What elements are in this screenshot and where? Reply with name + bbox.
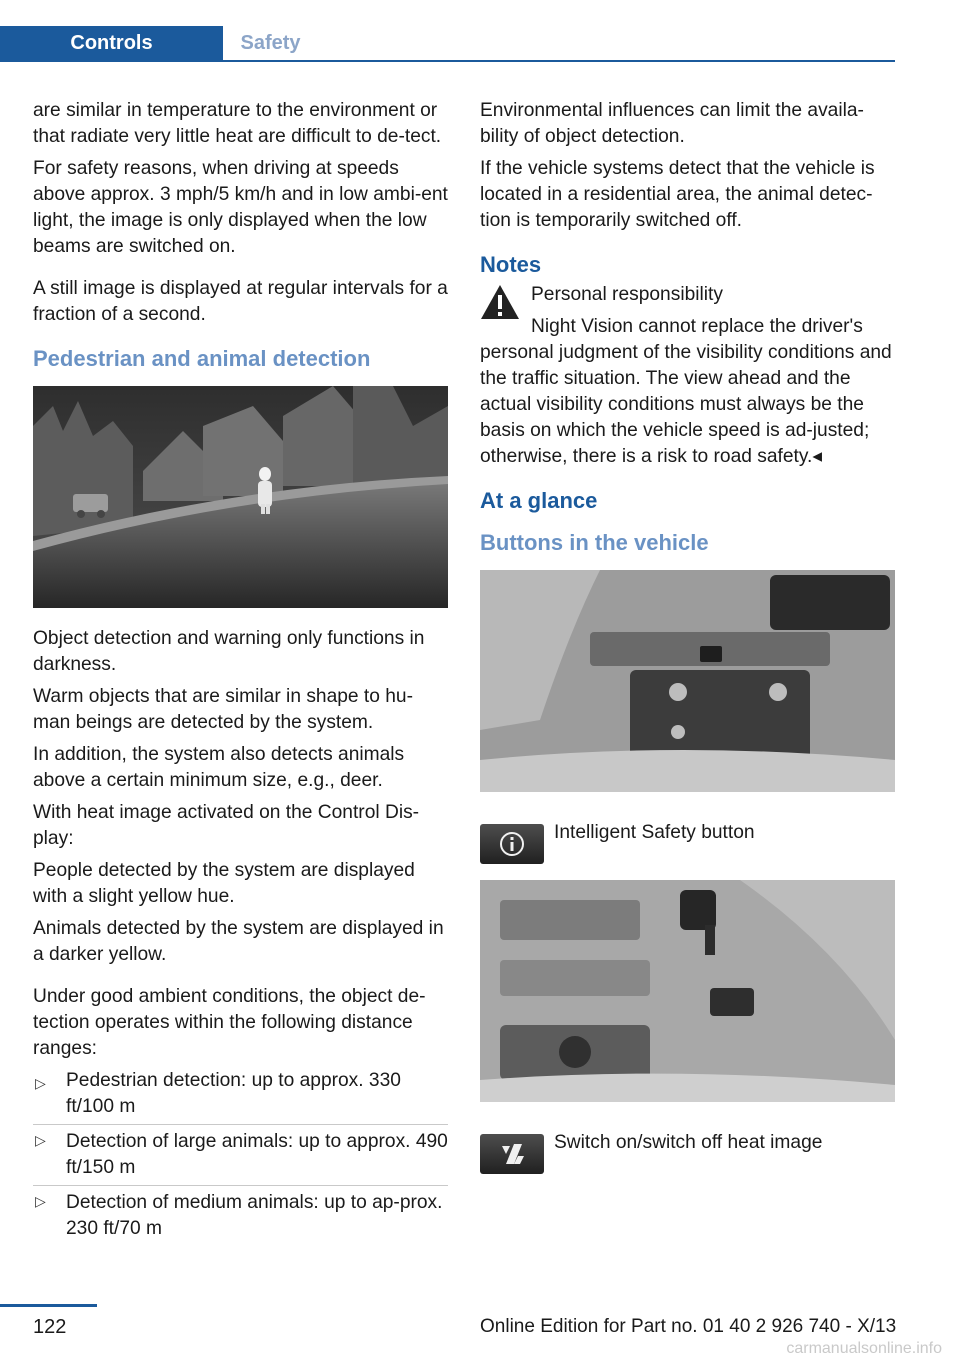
section-title-notes: Notes <box>480 252 542 277</box>
intelligent-safety-label: Intelligent Safety button <box>554 822 755 843</box>
section-title-glance: At a glance <box>480 488 598 513</box>
right-column <box>480 98 895 1190</box>
info-circle-icon <box>480 824 544 864</box>
distance-list <box>33 1068 448 1242</box>
edition-text: Online Edition for Part no. 01 40 2 926 740 - X/13 <box>480 1316 897 1337</box>
section-title-detection: Pedestrian and animal detection <box>33 346 371 371</box>
tab-controls[interactable]: Controls <box>0 26 223 60</box>
heat-image-button-icon <box>480 1134 544 1174</box>
paragraph: If the vehicle systems detect that the vehicle is located in a residential area, the animal detec‐tion is temporarily switched off. <box>480 158 875 231</box>
paragraph: Warm objects that are similar in shape to hu‐man beings are detected by the system. <box>33 686 413 733</box>
button-row-heat-image <box>480 1120 895 1178</box>
list-item <box>33 1124 448 1181</box>
night-vision-image <box>33 386 448 608</box>
paragraph: Under good ambient conditions, the object de‐tection operates within the following distance ranges: <box>33 986 426 1059</box>
paragraph: Environmental influences can limit the availa‐bility of object detection. <box>480 100 864 147</box>
paragraph: Object detection and warning only functions in darkness. <box>33 628 425 675</box>
dashboard-center-illustration <box>480 570 895 792</box>
paragraph: People detected by the system are displayed with a slight yellow hue. <box>33 860 415 907</box>
dashboard-center-image <box>480 570 895 792</box>
header-rule <box>0 60 895 62</box>
watermark: carmanualsonline.info <box>786 1340 942 1357</box>
warning-note <box>480 282 895 470</box>
paragraph: A still image is displayed at regular intervals for a fraction of a second. <box>33 278 448 325</box>
warning-first-line: Night Vision cannot replace the driver's <box>531 316 863 337</box>
paragraph: Animals detected by the system are displayed in a darker yellow. <box>33 918 444 965</box>
list-item-text: Detection of medium animals: up to ap‐prox. 230 ft/70 m <box>66 1192 443 1239</box>
list-item <box>33 1185 448 1242</box>
warning-heading: Personal responsibility <box>531 284 723 305</box>
list-item-text: Detection of large animals: up to approx. 490 ft/150 m <box>66 1131 448 1178</box>
night-vision-icon <box>480 1134 544 1174</box>
triangle-bullet-icon: ▷ <box>35 1075 46 1091</box>
warning-triangle-icon <box>480 284 520 320</box>
night-vision-illustration <box>33 386 448 608</box>
dashboard-left-image <box>480 880 895 1102</box>
paragraph: are similar in temperature to the environment or that radiate very little heat are difficult to de‐tect. <box>33 100 442 147</box>
dashboard-left-illustration <box>480 880 895 1102</box>
list-item <box>33 1068 448 1120</box>
triangle-bullet-icon: ▷ <box>35 1132 46 1148</box>
warning-text: personal judgment of the visibility conditions and the traffic situation. The view ahead and the actual visibility conditions must always be the basis on which the vehicle speed is ad‐justed; otherwise, there is a risk to road safety.◂ <box>480 342 892 467</box>
page-number: 122 <box>33 1316 67 1338</box>
paragraph: In addition, the system also detects animals above a certain minimum size, e.g., deer. <box>33 744 405 791</box>
tab-safety[interactable]: Safety <box>240 32 301 54</box>
section-title-buttons: Buttons in the vehicle <box>480 530 709 555</box>
heat-image-label: Switch on/switch off heat image <box>554 1132 823 1153</box>
intelligent-safety-button-icon <box>480 824 544 864</box>
list-item-text: Pedestrian detection: up to approx. 330 ft/100 m <box>66 1070 401 1117</box>
left-column <box>33 98 448 1242</box>
footer-rule <box>0 1304 97 1307</box>
triangle-bullet-icon: ▷ <box>35 1193 46 1209</box>
button-row-intelligent-safety <box>480 810 895 868</box>
paragraph: For safety reasons, when driving at speeds above approx. 3 mph/5 km/h and in low ambi‐ent light, the image is only displayed when the low beams are switched on. <box>33 158 448 257</box>
header-tabbar <box>0 26 895 62</box>
paragraph: With heat image activated on the Control Dis‐play: <box>33 802 420 849</box>
